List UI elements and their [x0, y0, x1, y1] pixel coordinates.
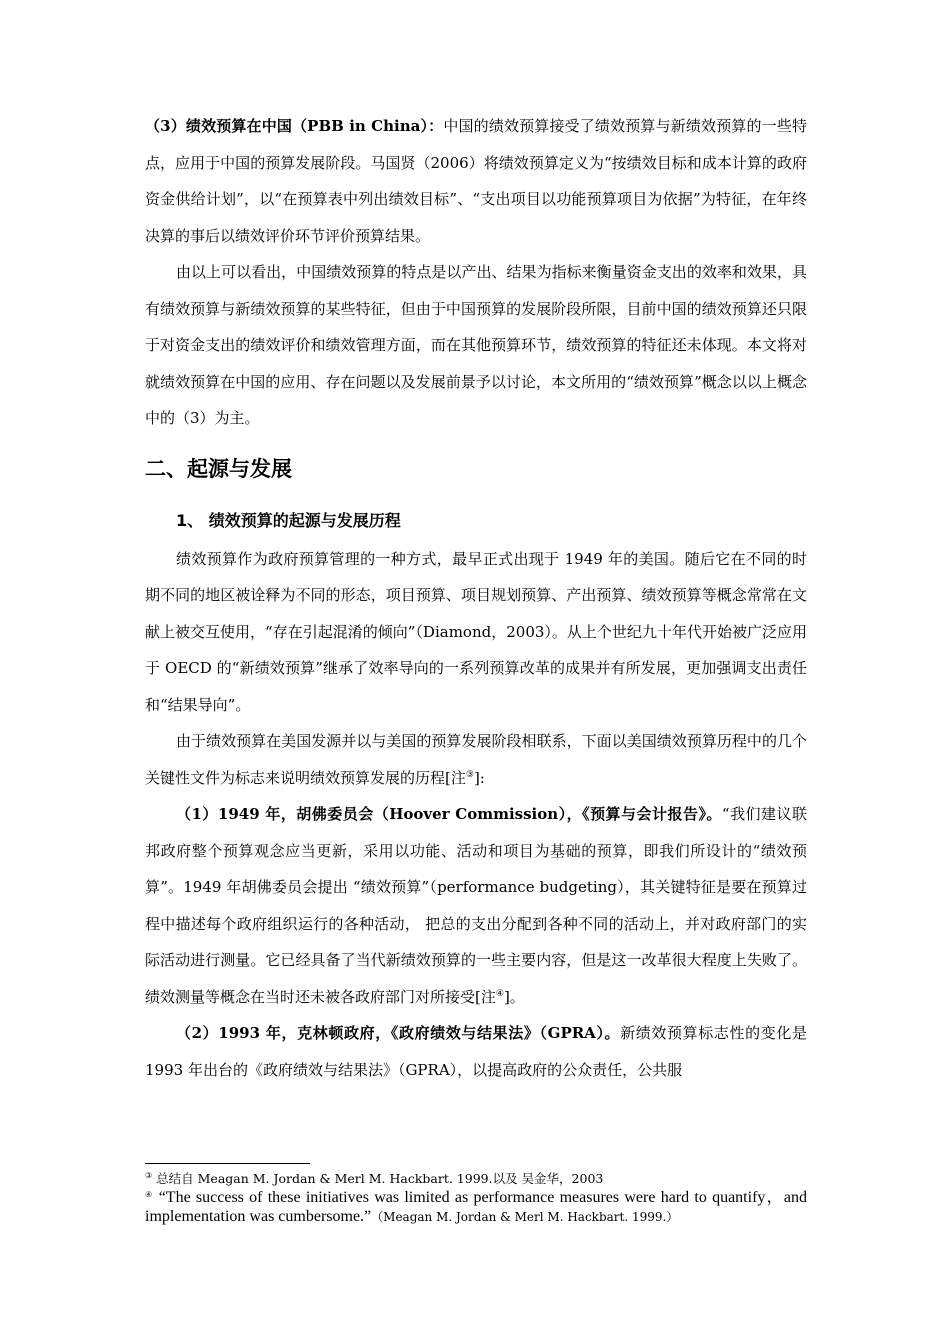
- footnote-mark: ③: [145, 1170, 153, 1180]
- footnote-source: （Meagan M. Jordan & Merl M. Hackbart. 1999.）: [371, 1210, 679, 1224]
- footnote-4: [145, 1188, 807, 1227]
- footnote-separator: [145, 1163, 310, 1164]
- footnote-text: 总结自 Meagan M. Jordan & Merl M. Hackbart. 1999.以及 吴金华，2003: [152, 1171, 604, 1186]
- paragraph-lead-heading: （1）1949 年，胡佛委员会（Hoover Commission），《预算与会计报告》。: [176, 805, 722, 823]
- footnote-quote: “The success of these initiatives was limited as performance measures were hard to quantify，and implementation was cumbersome.”: [145, 1189, 808, 1225]
- paragraph-pbb-in-china: [145, 108, 807, 254]
- paragraph-origin: 绩效预算作为政府预算管理的一种方式，最早正式出现于 1949 年的美国。随后它在不同的时期不同的地区被诠释为不同的形态，项目预算、项目规划预算、产出预算、绩效预算等概念常常在文献上被交互使用，“存在引起混淆的倾向”（Diamond，2003）。从上个世纪九十年代开始被广泛应用于 OECD 的“新绩效预算”继承了效率导向的一系列预算改革的成果并有所发展，更加强调支出责任和“结果导向”。: [145, 549, 807, 714]
- paragraph-history-intro: [145, 723, 807, 796]
- paragraph-text: “我们建议联邦政府整个预算观念应当更新，采用以功能、活动和项目为基础的预算，即我们所设计的“绩效预算”。1949 年胡佛委员会提出 “绩效预算”（performance budgeting），其关键特征是要在预算过程中描述每个政府组织运行的各种活动， 把总的支出分配到各种不同的活动上，并对政府部门的实际活动进行测量。它已经具备了当代新绩效预算的一些主要内容，但是这一改革很大程度上失败了。绩效测量等概念在当时还未被各政府部门对所接受[注: [145, 805, 808, 1006]
- section-heading: 二、起源与发展: [145, 456, 292, 481]
- footnotes: [145, 1169, 807, 1227]
- footnote-mark: ④: [145, 1189, 154, 1199]
- footnote-3: [145, 1169, 807, 1188]
- paragraph-lead-heading: （2）1993 年，克林顿政府，《政府绩效与结果法》（GPRA）。: [176, 1024, 621, 1042]
- paragraph-text: 新绩效预算标志性的变化是 1993 年出台的《政府绩效与结果法》（GPRA），以提高政府的公众责任，公共服: [145, 1024, 807, 1079]
- footnote-reference[interactable]: ③: [465, 769, 474, 780]
- paragraph-text-end: ]:: [473, 768, 485, 787]
- body-text: [145, 108, 807, 1088]
- paragraph-text: 由于绩效预算在美国发源并以与美国的预算发展阶段相联系，下面以美国绩效预算历程中的几个关键性文件为标志来说明绩效预算发展的历程[注: [145, 732, 807, 787]
- paragraph-hoover-commission: [145, 796, 807, 1015]
- footnote-reference[interactable]: ④: [495, 988, 504, 999]
- paragraph-gpra: [145, 1015, 807, 1088]
- paragraph-summary: 由以上可以看出，中国绩效预算的特点是以产出、结果为指标来衡量资金支出的效率和效果，具有绩效预算与新绩效预算的某些特征，但由于中国预算的发展阶段所限，目前中国的绩效预算还只限于对资金支出的绩效评价和绩效管理方面，而在其他预算环节，绩效预算的特征还未体现。本文将对就绩效预算在中国的应用、存在问题以及发展前景予以讨论，本文所用的“绩效预算”概念以以上概念中的（3）为主。: [145, 263, 807, 427]
- paragraph-text-end: ]。: [503, 987, 525, 1006]
- paragraph-text: 中国的绩效预算接受了绩效预算与新绩效预算的一些特点，应用于中国的预算发展阶段。马国贤（2006）将绩效预算定义为“按绩效目标和成本计算的政府资金供给计划”，以“在预算表中列出绩效目标”、“支出项目以功能预算项目为依据”为特征，在年终决算的事后以绩效评价环节评价预算结果。: [145, 117, 807, 245]
- subsection-heading: 1、 绩效预算的起源与发展历程: [176, 510, 401, 530]
- paragraph-lead-heading: （3）绩效预算在中国（PBB in China）：: [145, 117, 444, 135]
